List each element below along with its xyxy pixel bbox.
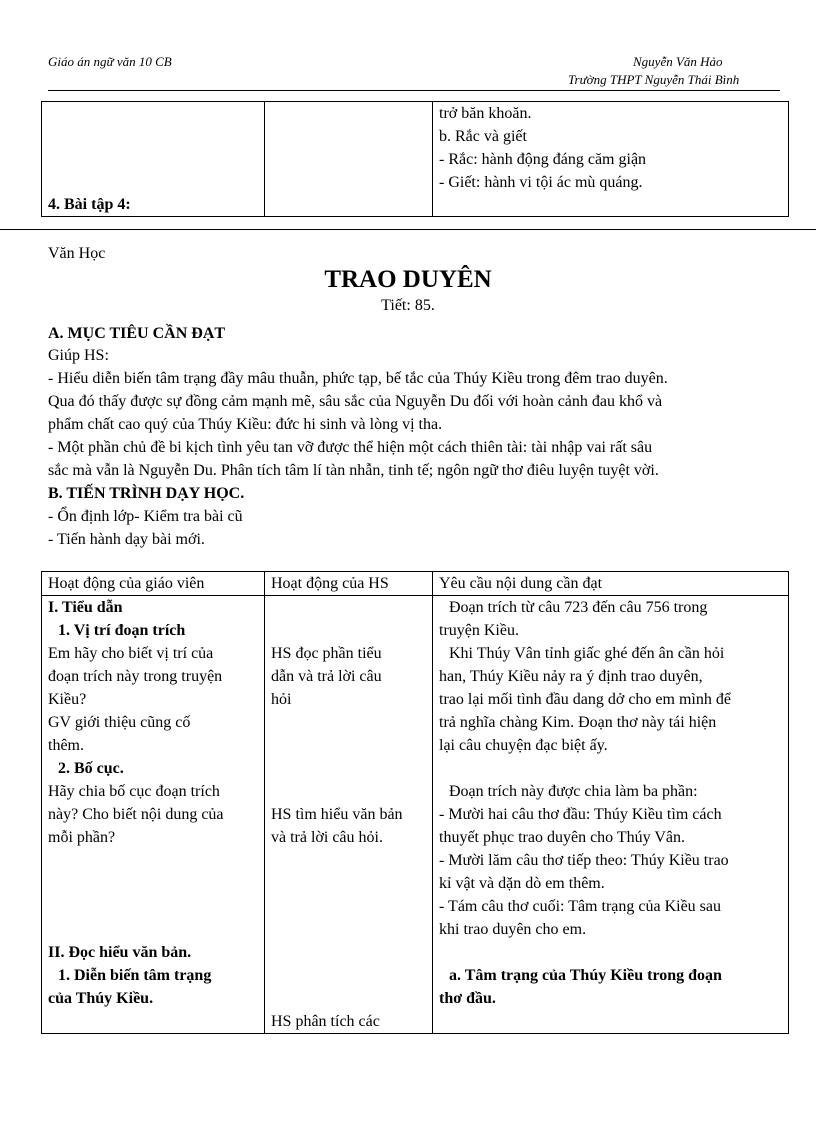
top-cell-hs (265, 102, 433, 217)
content-line: truyện Kiều. (439, 622, 519, 639)
content-line: lại câu chuyện đạc biệt ấy. (439, 737, 608, 754)
heading-position: 1. Vị trí đoạn trích (58, 622, 186, 639)
content-line: trở băn khoăn. (439, 105, 532, 122)
exercise-4-label: 4. Bài tập 4: (48, 196, 131, 213)
teacher-question-line: mỗi phần? (48, 829, 116, 846)
lesson-activity-table (41, 571, 789, 1034)
objective-line: Qua đó thấy được sự đồng cảm mạnh mẽ, sâu sắc của Nguyễn Du đối với hoàn cảnh đau khổ và (48, 393, 663, 410)
content-subheading: thơ đầu. (439, 990, 496, 1007)
content-line: b. Rắc và giết (439, 128, 527, 145)
heading-reading: II. Đọc hiểu văn bản. (48, 944, 192, 961)
section-a-heading: A. MỤC TIÊU CẦN ĐẠT (48, 325, 226, 342)
teacher-question-line: GV giới thiệu cũng cố (48, 714, 191, 731)
teacher-question-line: Em hãy cho biết vị trí của (48, 645, 214, 662)
page-separator (0, 229, 816, 230)
heading-structure: 2. Bố cục. (58, 760, 124, 777)
student-activity-line: HS phân tích các (271, 1013, 380, 1030)
student-activity-line: dẫn và trả lời câu (271, 668, 382, 685)
content-line: han, Thúy Kiều nảy ra ý định trao duyên, (439, 668, 703, 685)
top-cell-content (433, 102, 789, 217)
content-line: - Giết: hành vi tội ác mù quáng. (439, 174, 643, 191)
objective-line: - Hiểu diễn biến tâm trạng đầy mâu thuẫn, phức tạp, bế tắc của Thúy Kiều trong đêm trao duyên. (48, 370, 668, 387)
objective-line: sắc mà vẫn là Nguyễn Du. Phân tích tâm lí tàn nhẫn, tinh tế; ngôn ngữ thơ điêu luyện tuyệt vời. (48, 462, 659, 479)
header-rule (48, 90, 780, 91)
content-line: - Mười hai câu thơ đầu: Thúy Kiều tìm cách (439, 806, 722, 823)
student-activity-line: HS đọc phần tiểu (271, 645, 382, 662)
intro-text: Giúp HS: (48, 347, 109, 364)
step-line: - Tiến hành dạy bài mới. (48, 531, 205, 548)
teacher-question-line: thêm. (48, 737, 84, 754)
content-subheading: a. Tâm trạng của Thúy Kiều trong đoạn (449, 967, 722, 984)
hs-column (265, 596, 433, 1034)
student-activity-line: HS tìm hiểu văn bản (271, 806, 403, 823)
section-b-heading: B. TIẾN TRÌNH DẠY HỌC. (48, 485, 245, 502)
gv-column (42, 596, 265, 1034)
heading-mood: 1. Diễn biến tâm trạng (58, 967, 212, 984)
step-line: - Ổn định lớp- Kiểm tra bài cũ (48, 508, 243, 525)
student-activity-line: và trả lời câu hỏi. (271, 829, 383, 846)
heading-intro: I. Tiểu dẫn (48, 599, 123, 616)
content-line: - Tám câu thơ cuối: Tâm trạng của Kiều sau (439, 898, 721, 915)
content-line: Đoạn trích này được chia làm ba phần: (449, 783, 698, 800)
content-line: khi trao duyên cho em. (439, 921, 587, 938)
header-gv: Hoạt động của giáo viên (42, 572, 265, 596)
header-school: Trường THPT Nguyễn Thái Bình (568, 72, 740, 87)
header-hs: Hoạt động của HS (265, 572, 433, 596)
teacher-question-line: Hãy chia bố cục đoạn trích (48, 783, 220, 800)
previous-lesson-table (41, 101, 789, 217)
lesson-title: TRAO DUYÊN (324, 266, 492, 293)
header-content: Yêu cầu nội dung cần đạt (433, 572, 789, 596)
content-line: Đoạn trích từ câu 723 đến câu 756 trong (449, 599, 708, 616)
teacher-question-line: này? Cho biết nội dung của (48, 806, 224, 823)
header-course: Giáo án ngữ văn 10 CB (48, 54, 172, 69)
objective-line: phẩm chất cao quý của Thúy Kiều: đức hi sinh và lòng vị tha. (48, 416, 443, 433)
teacher-question-line: đoạn trích này trong truyện (48, 668, 223, 685)
header-author: Nguyễn Văn Hảo (633, 54, 723, 69)
objective-line: - Một phần chủ đề bi kịch tình yêu tan vỡ được thể hiện một cách thiên tài: tài nhập vai rất sâu (48, 439, 653, 456)
subject-label: Văn Học (48, 245, 106, 262)
lesson-number: Tiết: 85. (381, 297, 435, 314)
teacher-question-line: Kiều? (48, 691, 87, 708)
content-line: trả nghĩa chàng Kim. Đoạn thơ này tái hiện (439, 714, 717, 731)
content-line: trao lại mối tình đầu dang dở cho em mình để (439, 691, 731, 708)
content-line: kỉ vật và dặn dò em thêm. (439, 875, 605, 892)
top-cell-gv (42, 102, 265, 217)
heading-mood: của Thúy Kiều. (48, 990, 154, 1007)
content-line: - Rắc: hành động đáng căm giận (439, 151, 647, 168)
content-line: Khi Thúy Vân tỉnh giấc ghé đến ân cần hỏi (449, 645, 725, 662)
content-column (433, 596, 789, 1034)
content-line: - Mười lăm câu thơ tiếp theo: Thúy Kiều trao (439, 852, 729, 869)
student-activity-line: hỏi (271, 691, 292, 708)
content-line: thuyết phục trao duyên cho Thúy Vân. (439, 829, 686, 846)
